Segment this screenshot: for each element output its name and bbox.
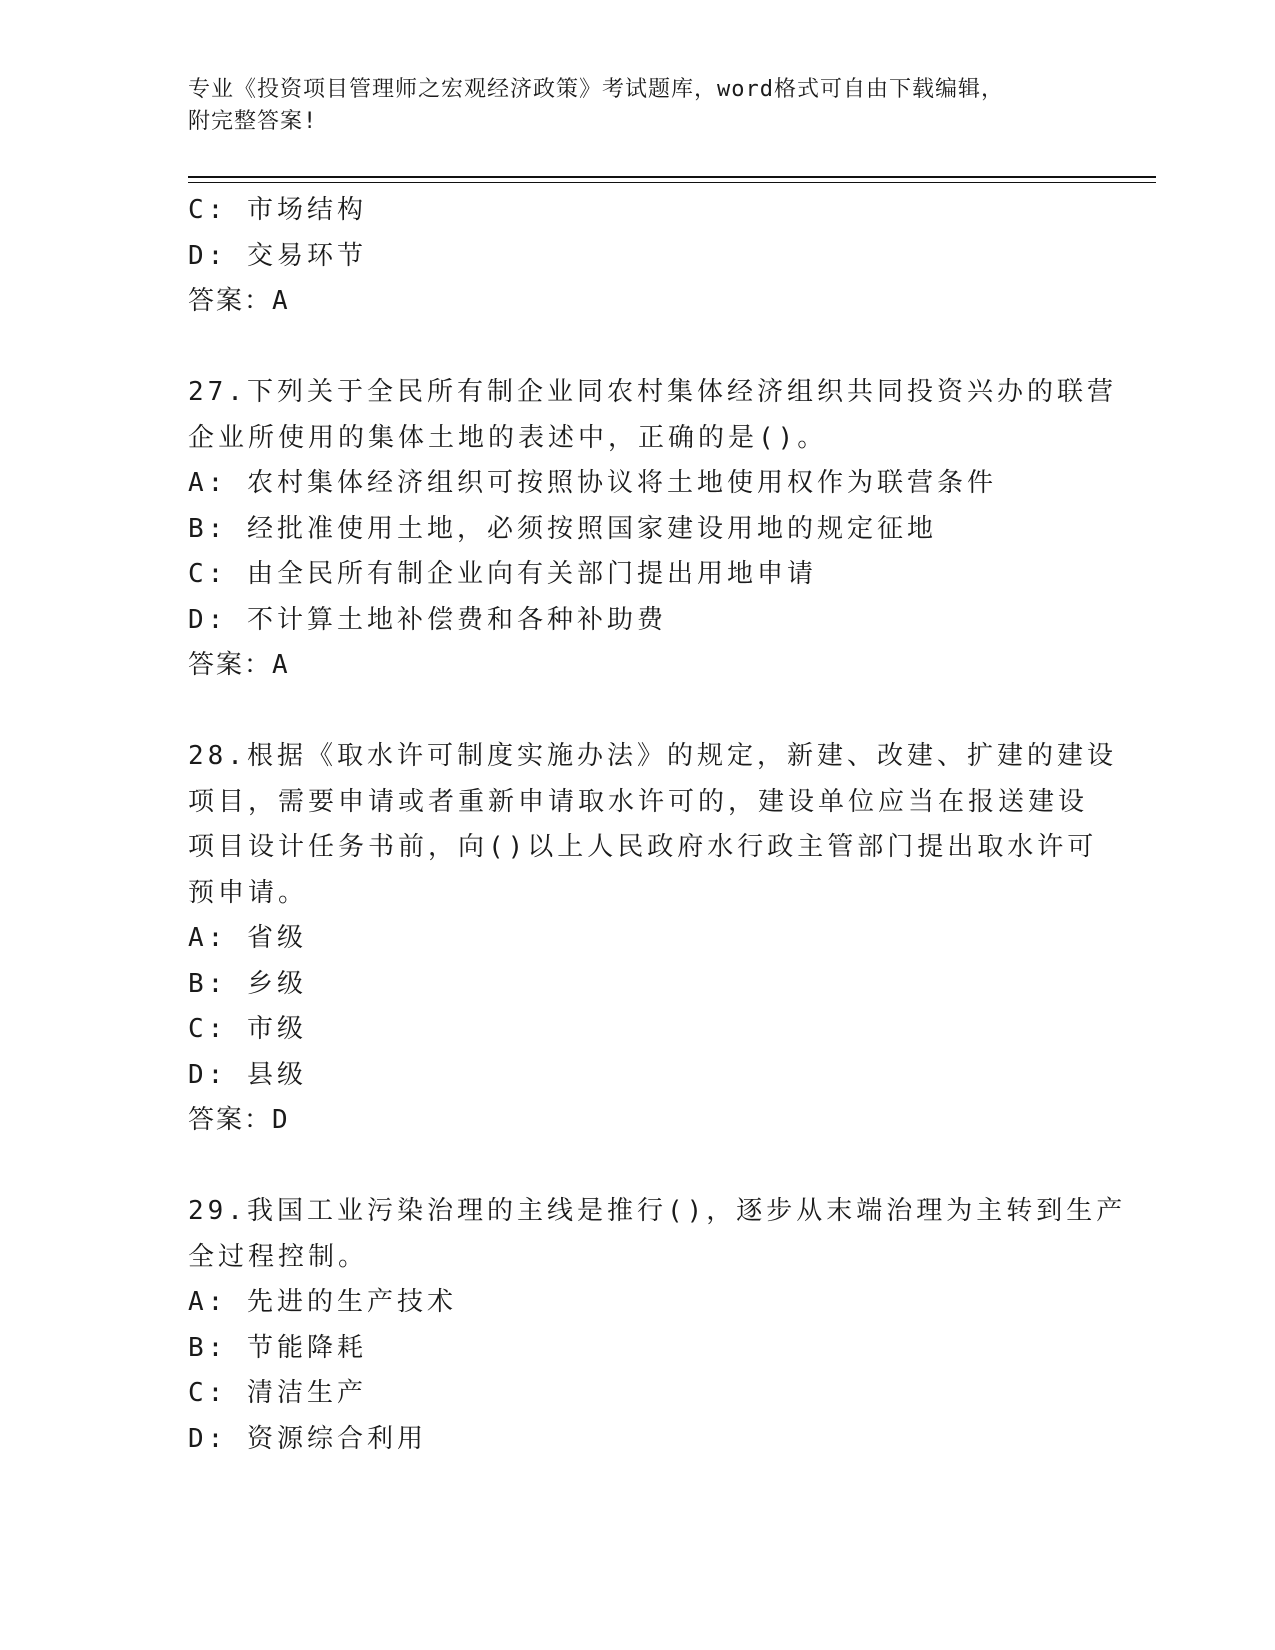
spacer xyxy=(188,689,1088,735)
question-28 xyxy=(188,734,1117,1144)
option-d: D: 县级 xyxy=(188,1059,307,1090)
question-29 xyxy=(188,1189,1127,1462)
option-c: C: 市场结构 xyxy=(188,195,367,225)
answer-line: 答案：A xyxy=(188,286,290,316)
question-text-line: 项目，需要申请或者重新申请取水许可的，建设单位应当在报送建设 xyxy=(188,786,1089,817)
question-text-line: 企业所使用的集体土地的表述中，正确的是()。 xyxy=(188,422,828,453)
option-a: A: 先进的生产技术 xyxy=(188,1287,457,1317)
question-fragment xyxy=(188,188,1088,325)
question-content xyxy=(188,188,1127,1462)
option-a: A: 省级 xyxy=(188,923,307,953)
question-text-line: 项目设计任务书前，向()以上人民政府水行政主管部门提出取水许可 xyxy=(188,832,1098,862)
document-header xyxy=(188,74,1088,138)
header-line: 专业《投资项目管理师之宏观经济政策》考试题库，word格式可自由下载编辑， xyxy=(188,77,1004,102)
spacer xyxy=(188,325,1088,371)
question-text-line: 28.根据《取水许可制度实施办法》的规定，新建、改建、扩建的建设 xyxy=(188,741,1117,771)
option-b: B: 节能降耗 xyxy=(188,1332,367,1363)
option-d: D: 资源综合利用 xyxy=(188,1423,427,1454)
question-text-line: 27.下列关于全民所有制企业同农村集体经济组织共同投资兴办的联营 xyxy=(188,377,1117,407)
option-d: D: 不计算土地补偿费和各种补助费 xyxy=(188,604,667,635)
question-27 xyxy=(188,370,1117,689)
spacer xyxy=(188,1144,1088,1190)
option-b: B: 经批准使用土地，必须按照国家建设用地的规定征地 xyxy=(188,513,937,544)
option-c: C: 市级 xyxy=(188,1014,307,1044)
answer-line: 答案：D xyxy=(188,1105,290,1135)
option-d: D: 交易环节 xyxy=(188,240,367,271)
option-b: B: 乡级 xyxy=(188,968,307,999)
header-divider-thin xyxy=(188,182,1156,183)
question-text-line: 全过程控制。 xyxy=(188,1241,369,1272)
question-text-line: 29.我国工业污染治理的主线是推行()，逐步从末端治理为主转到生产 xyxy=(188,1196,1127,1226)
header-line: 附完整答案! xyxy=(188,109,318,134)
option-c: C: 清洁生产 xyxy=(188,1378,367,1408)
option-a: A: 农村集体经济组织可按照协议将土地使用权作为联营条件 xyxy=(188,468,997,498)
question-text-line: 预申请。 xyxy=(188,877,309,908)
header-divider xyxy=(188,176,1156,178)
option-c: C: 由全民所有制企业向有关部门提出用地申请 xyxy=(188,559,817,589)
answer-line: 答案：A xyxy=(188,650,290,680)
